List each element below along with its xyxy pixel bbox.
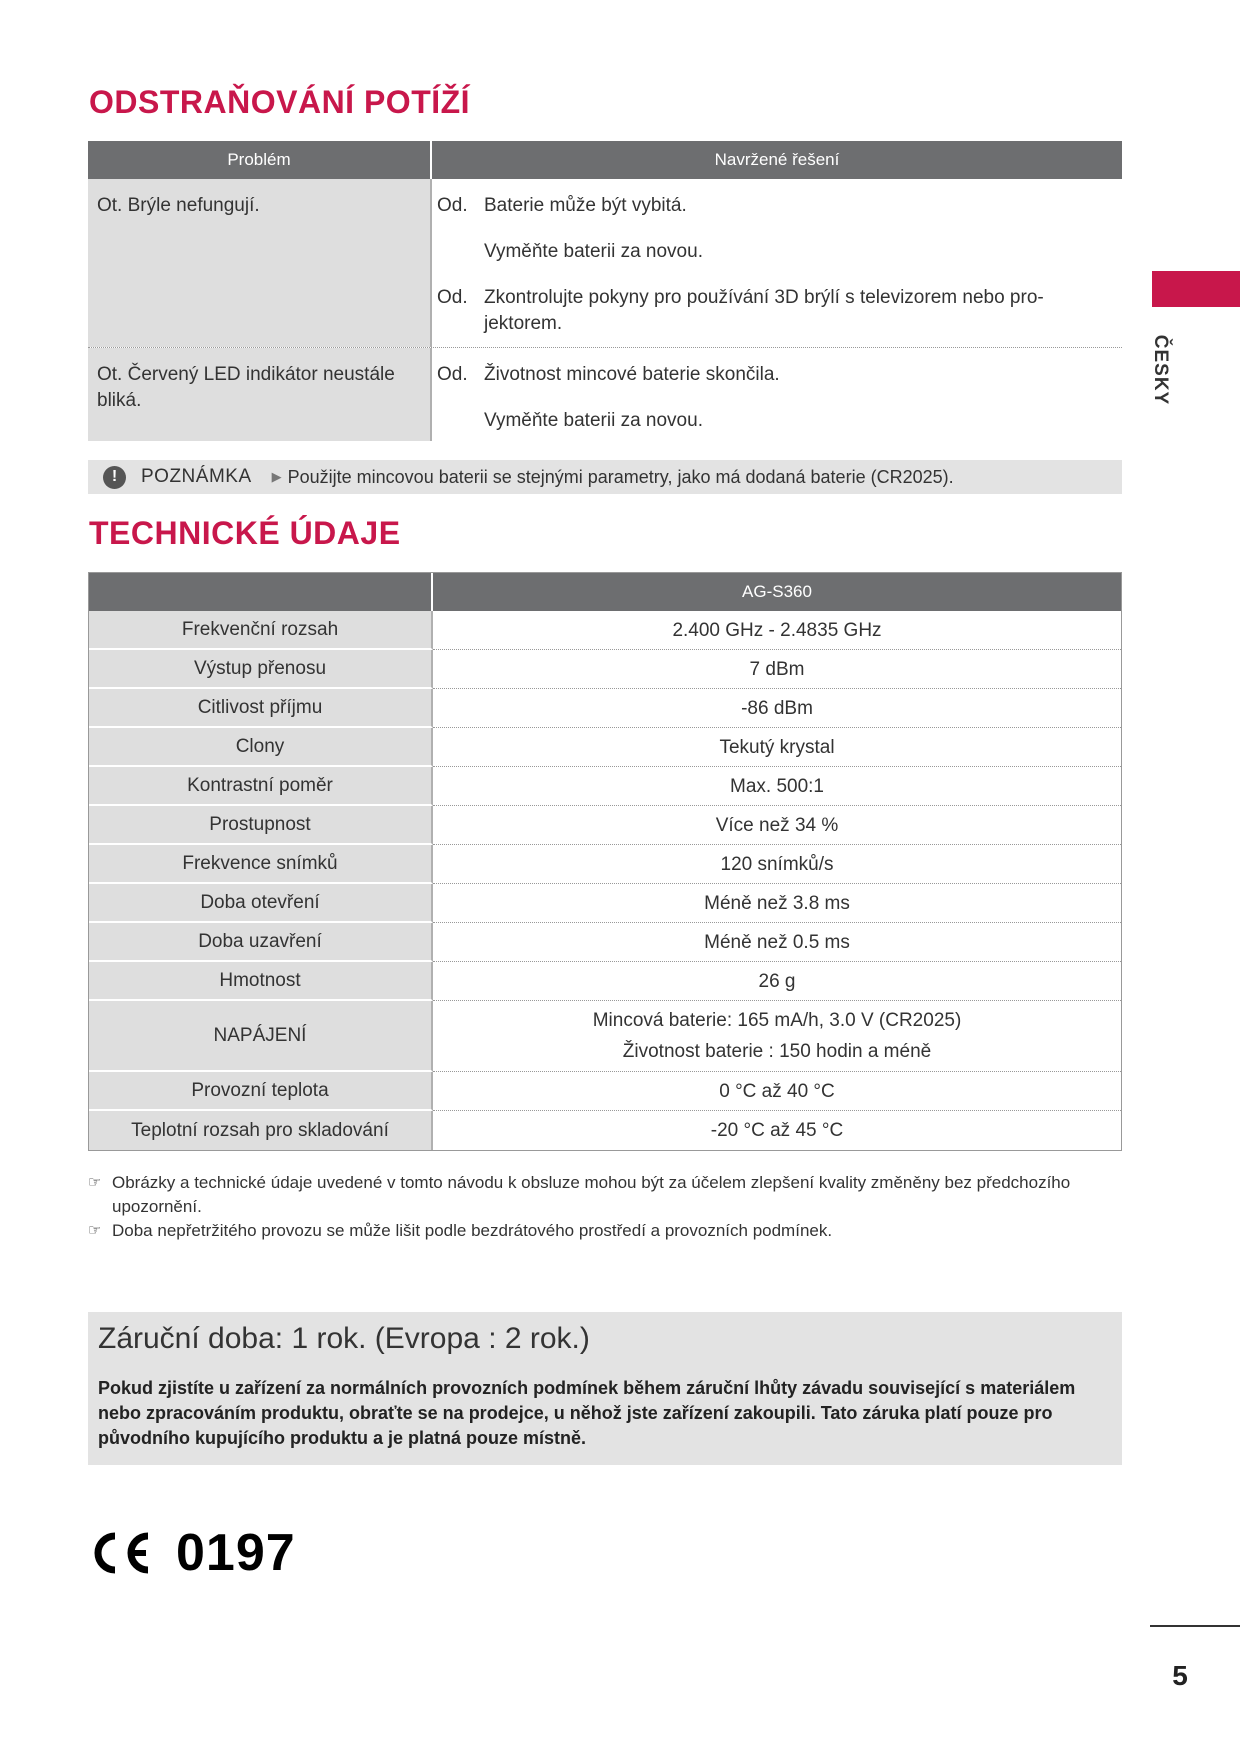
note-label: POZNÁMKA [141, 466, 252, 487]
table-row [89, 962, 1121, 1001]
table-row [89, 650, 1121, 689]
solution-cell [432, 179, 1122, 347]
troubleshooting-table [88, 141, 1122, 442]
footnotes [88, 1171, 1088, 1243]
answer-prefix: Od. [437, 364, 468, 385]
answer-prefix [437, 239, 484, 265]
spec-value-line: Mincová baterie: 165 mA/h, 3.0 V (CR2025) [592, 1010, 962, 1031]
spec-label: Hmotnost [89, 962, 433, 1001]
header-problem: Problém [88, 141, 432, 179]
problem-cell: Ot. Brýle nefungují. [88, 179, 432, 347]
header-model: AG-S360 [433, 573, 1121, 611]
arrow-right-icon: ▶ [271, 469, 282, 484]
spec-label: Frekvence snímků [89, 845, 433, 884]
spec-value-line: -86 dBm [741, 697, 813, 719]
answer [437, 239, 1112, 265]
footnote-text: Obrázky a technické údaje uvedené v tomto návodu k obsluze mohou být za účelem zlepšení kvality změněny bez předchozího upozornění. [112, 1173, 1071, 1216]
table-row [89, 1072, 1121, 1111]
spec-value-line: Životnost baterie : 150 hodin a méně [622, 1041, 932, 1062]
troubleshooting-title: ODSTRAŇOVÁNÍ POTÍŽÍ [89, 84, 471, 120]
warranty-box [88, 1312, 1122, 1465]
answer-prefix [437, 408, 484, 434]
answer [437, 193, 1112, 219]
spec-value [433, 611, 1121, 650]
answer-prefix: Od. [437, 195, 468, 216]
table-row [89, 1001, 1121, 1072]
header-empty [89, 573, 433, 611]
spec-value [433, 689, 1121, 728]
answer-text: Životnost mincové baterie skončila. [484, 364, 780, 385]
language-label [1140, 325, 1180, 415]
pointing-hand-icon: ☞ [88, 1174, 102, 1191]
spec-value-line: 7 dBm [749, 658, 805, 680]
spec-value-line: 26 g [758, 970, 796, 992]
spec-value-line: -20 °C až 45 °C [710, 1120, 844, 1141]
page-number: 5 [1172, 1660, 1188, 1691]
spec-value [433, 806, 1121, 845]
footnote [88, 1219, 1088, 1243]
answer-text: Vyměňte baterii za novou. [484, 410, 703, 431]
table-row [89, 806, 1121, 845]
spec-label: Doba otevření [89, 884, 433, 923]
spec-value [433, 1111, 1121, 1150]
spec-label: Kontrastní poměr [89, 767, 433, 806]
pointing-hand-icon: ☞ [88, 1222, 102, 1239]
answer [437, 285, 1112, 337]
spec-label: NAPÁJENÍ [89, 1001, 433, 1072]
answer-prefix: Od. [437, 287, 468, 308]
specs-table [88, 572, 1122, 1151]
answer-text: Vyměňte baterii za novou. [484, 241, 703, 262]
spec-value-line: Více než 34 % [715, 814, 839, 836]
footnote [88, 1171, 1088, 1219]
solution-cell [432, 348, 1122, 442]
spec-value [433, 1072, 1121, 1111]
spec-value [433, 650, 1121, 689]
table-row [89, 728, 1121, 767]
spec-label: Citlivost příjmu [89, 689, 433, 728]
spec-label: Teplotní rozsah pro skladování [89, 1111, 433, 1150]
warranty-text: Pokud zjistíte u zařízení za normálních provozních podmínek během záruční lhůty závadu související s materiálem nebo zpracováním produktu, obraťte se na prodejce, u něhož jste zařízení zakoupili. Tato záruka platí pouze pro původního kupujícího produktu a je platná pouze místně. [98, 1378, 1076, 1448]
table-row [89, 923, 1121, 962]
spec-value-line: Méně než 3.8 ms [704, 892, 850, 914]
spec-value [433, 767, 1121, 806]
warranty-title: Záruční doba: 1 rok. (Evropa : 2 rok.) [98, 1322, 590, 1355]
spec-label: Prostupnost [89, 806, 433, 845]
note-bar [88, 460, 1122, 494]
spec-value-line: Méně než 0.5 ms [704, 931, 850, 953]
spec-value [433, 962, 1121, 1001]
language-label-text: ČESKY [1150, 334, 1171, 406]
spec-label: Doba uzavření [89, 923, 433, 962]
ce-marking [88, 1523, 296, 1583]
spec-label: Provozní teplota [89, 1072, 433, 1111]
answer-text: Baterie může být vybitá. [484, 195, 687, 216]
spec-value-line: Tekutý krystal [719, 736, 835, 758]
table-row [89, 689, 1121, 728]
spec-value [433, 728, 1121, 767]
page-rule [1150, 1625, 1240, 1627]
specs-table-header [89, 573, 1121, 611]
problem-cell: Ot. Červený LED indikátor neustále bliká. [88, 348, 432, 441]
table-row [89, 1111, 1121, 1150]
spec-label: Výstup přenosu [89, 650, 433, 689]
exclamation-icon: ! [103, 466, 126, 489]
header-solution: Navržené řešení [432, 141, 1122, 179]
spec-label: Frekvenční rozsah [89, 611, 433, 650]
answer [437, 408, 1112, 434]
spec-value [433, 845, 1121, 884]
spec-value [433, 1001, 1121, 1072]
table-row [89, 884, 1121, 923]
spec-value-line: 2.400 GHz - 2.4835 GHz [672, 619, 882, 641]
ce-code: 0197 [176, 1524, 296, 1582]
table-row [89, 845, 1121, 884]
spec-value [433, 884, 1121, 923]
spec-value-line: Max. 500:1 [730, 775, 824, 797]
table-row [89, 767, 1121, 806]
note-text: Použijte mincovou baterii se stejnými parametry, jako má dodaná baterie (CR2025). [287, 466, 954, 487]
spec-label: Clony [89, 728, 433, 767]
ce-logo-icon [88, 1530, 152, 1576]
specs-title: TECHNICKÉ ÚDAJE [89, 515, 401, 551]
spec-value-line: 120 snímků/s [720, 853, 834, 875]
specs-rows [89, 611, 1121, 1150]
language-tab [1152, 271, 1240, 307]
table-row [89, 611, 1121, 650]
table-row [88, 348, 1122, 442]
spec-value-line: 0 °C až 40 °C [719, 1080, 835, 1102]
troubleshooting-table-header [88, 141, 1122, 179]
spec-value [433, 923, 1121, 962]
table-row [88, 179, 1122, 348]
answer-text: Zkontrolujte pokyny pro používání 3D brýlí s televizorem nebo pro-jektorem. [484, 287, 1044, 334]
answer [437, 362, 1112, 388]
footnote-text: Doba nepřetržitého provozu se může lišit podle bezdrátového prostředí a provozních podmínek. [112, 1221, 833, 1240]
